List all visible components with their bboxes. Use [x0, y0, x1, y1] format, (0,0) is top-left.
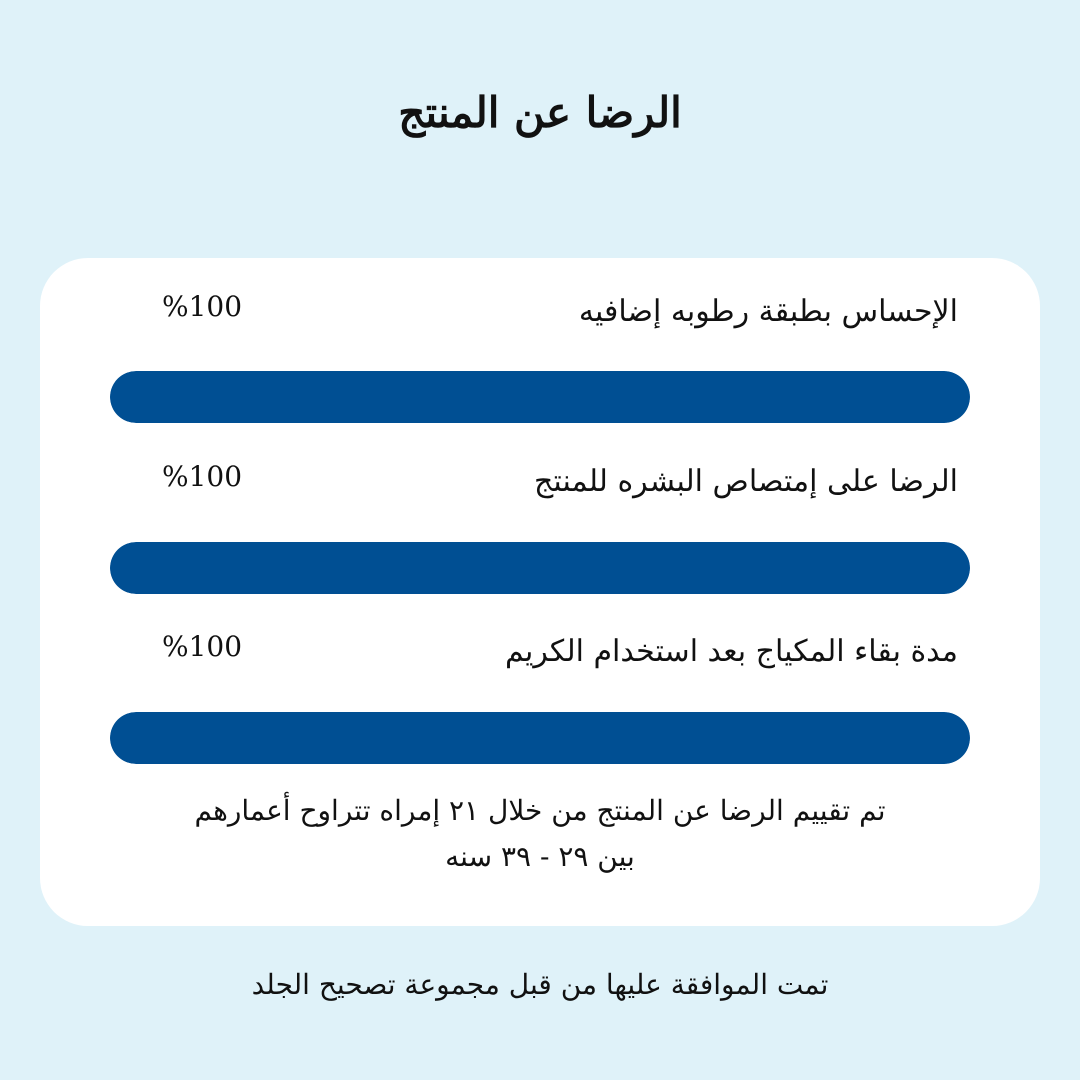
bar-track-moisture — [110, 371, 970, 423]
metric-label-absorption: الرضا على إمتصاص البشره للمنتج — [534, 464, 958, 499]
metric-value-absorption: %100 — [162, 460, 243, 493]
bar-track-absorption — [110, 542, 970, 594]
page-title: الرضا عن المنتج — [398, 88, 682, 137]
bar-track-makeup-duration — [110, 712, 970, 764]
sample-note-line-1: تم تقييم الرضا عن المنتج من خلال ٢١ إمراه تتراوح أعمارهم — [194, 794, 886, 827]
metric-label-moisture: الإحساس بطبقة رطوبه إضافيه — [578, 294, 958, 329]
approval-footer: تمت الموافقة عليها من قبل مجموعة تصحيح الجلد — [251, 968, 829, 1001]
bar-fill-moisture — [110, 371, 970, 423]
metric-value-makeup-duration: %100 — [162, 630, 243, 663]
sample-note-line-2: بين ٢٩ - ٣٩ سنه — [445, 840, 635, 873]
sample-note — [140, 788, 940, 880]
metric-value-moisture: %100 — [162, 290, 243, 323]
satisfaction-card — [40, 258, 1040, 926]
bar-fill-absorption — [110, 542, 970, 594]
bar-fill-makeup-duration — [110, 712, 970, 764]
metric-label-makeup-duration: مدة بقاء المكياج بعد استخدام الكريم — [505, 634, 958, 669]
